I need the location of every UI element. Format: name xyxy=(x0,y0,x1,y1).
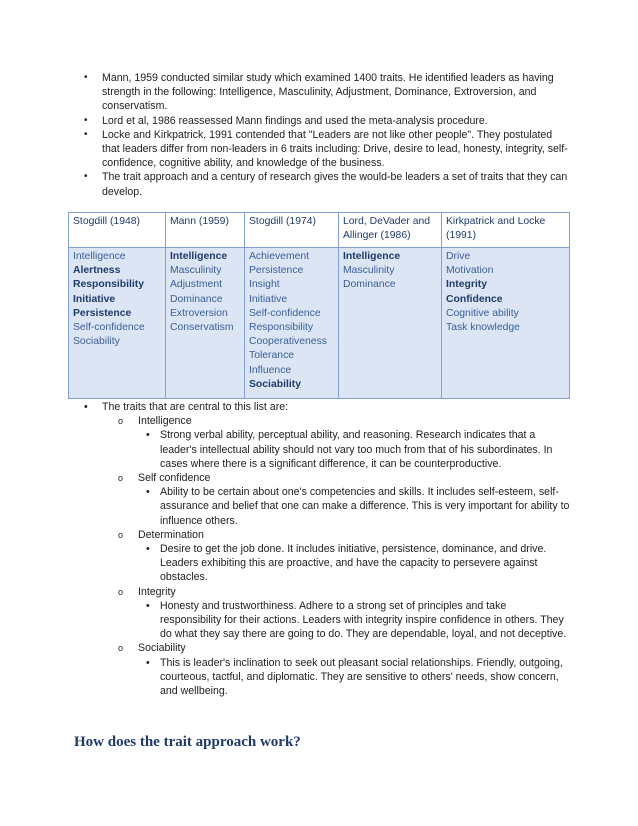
bullet-icon: • xyxy=(146,543,150,556)
trait-text: Initiative xyxy=(249,293,288,305)
trait-name: Integrity xyxy=(138,585,176,598)
table-header-cell: Mann (1959) xyxy=(166,213,245,248)
trait-text: Responsibility xyxy=(249,322,314,334)
trait-text: Self-confidence xyxy=(73,322,145,334)
bullet-text: Mann, 1959 conducted similar study which examined 1400 traits. He identified leaders as having strength in the following: Intelligence, Masculinity, Adjustment, Dominance, Extroversion, and conservatism. xyxy=(102,72,554,113)
trait-text: Alertness xyxy=(73,265,121,277)
bullet-icon: • xyxy=(146,429,150,442)
trait-text: Achievement xyxy=(249,251,310,262)
trait-text: Masculinity xyxy=(343,265,395,277)
bullet-icon: • xyxy=(146,486,150,499)
trait-description-item xyxy=(70,656,570,699)
trait-text: Tolerance xyxy=(249,350,295,362)
trait-description: Honesty and trustworthiness. Adhere to a strong set of principles and take responsibility for their actions. Leaders with integrity inspire confidence in others. They do what they say there are going to do. They are dependable, loyal, and not deceptive. xyxy=(160,599,567,641)
bullet-icon: • xyxy=(146,656,150,669)
table-header-row xyxy=(69,213,570,248)
bullet-icon: • xyxy=(84,114,88,126)
trait-text: Dominance xyxy=(343,279,396,291)
trait-text: Extroversion xyxy=(170,307,228,319)
table-row xyxy=(69,248,570,399)
trait-description-item xyxy=(70,599,570,642)
table-cell xyxy=(69,248,166,399)
table-header-cell: Kirkpatrick and Locke (1991) xyxy=(442,213,570,248)
trait-name: Self confidence xyxy=(138,472,211,485)
trait-description-item xyxy=(70,428,570,471)
trait-text: Insight xyxy=(249,279,280,291)
bullet-icon: • xyxy=(84,128,88,140)
trait-text: Masculinity xyxy=(170,265,222,277)
table-cell xyxy=(166,248,245,399)
list-item xyxy=(70,170,570,198)
trait-description: This is leader's inclination to seek out pleasant social relationships. Friendly, outgoing, courteous, tactful, and diplomatic. They are sensitive to others' needs, show concern, and wellbeing. xyxy=(160,656,563,698)
bullet-text: Locke and Kirkpatrick, 1991 contended that "Leaders are not like other people". They postulated that leaders differ from non-leaders in 6 traits including: Drive, desire to lead, honesty, integrity, self-confidence, cognitive ability, and knowledge of the business. xyxy=(102,128,568,170)
trait-text: Adjustment xyxy=(170,279,222,291)
bullet-text: Lord et al, 1986 reassessed Mann findings and used the meta-analysis procedure. xyxy=(102,114,488,127)
intro-bullet-list xyxy=(70,71,570,199)
trait-heading-item xyxy=(70,414,570,428)
trait-text: Self-confidence xyxy=(249,307,321,319)
trait-heading-item xyxy=(70,641,570,655)
trait-text: Intelligence xyxy=(170,251,228,262)
table-cell xyxy=(442,248,570,399)
trait-text: Influence xyxy=(249,364,292,376)
trait-text: Responsibility xyxy=(73,279,145,291)
trait-name: Intelligence xyxy=(138,415,192,428)
trait-description: Strong verbal ability, perceptual ability, and reasoning. Research indicates that a leader's intellectual ability should not vary too much from that of his subordinates. In cases where there is a significant difference, it can be counterproductive. xyxy=(160,429,553,470)
trait-text: Initiative xyxy=(73,293,116,305)
trait-text: Persistence xyxy=(249,265,304,277)
list-item xyxy=(70,71,570,114)
central-traits-list xyxy=(70,400,570,698)
trait-text: Sociability xyxy=(73,336,120,348)
trait-text: Drive xyxy=(446,251,471,262)
central-lead-text: The traits that are central to this list are: xyxy=(102,401,289,413)
trait-description-item xyxy=(70,485,570,528)
central-items xyxy=(70,414,570,698)
trait-text: Sociability xyxy=(249,378,301,390)
circle-bullet-icon: o xyxy=(118,416,124,427)
trait-text: Conservatism xyxy=(170,322,234,334)
table-cell xyxy=(245,248,339,399)
circle-bullet-icon: o xyxy=(118,529,124,540)
trait-description: Desire to get the job done. It includes initiative, persistence, dominance, and drive. Leaders exhibiting this are proactive, and have the capacity to persevere against obstacles. xyxy=(160,543,547,584)
table-header-cell: Stogdill (1974) xyxy=(245,213,339,248)
bullet-icon: • xyxy=(84,401,88,413)
trait-text: Task knowledge xyxy=(446,322,520,334)
trait-text: Cooperativeness xyxy=(249,336,327,348)
trait-text: Integrity xyxy=(446,279,487,291)
trait-text: Confidence xyxy=(446,293,503,305)
trait-heading-item xyxy=(70,585,570,599)
trait-text: Cognitive ability xyxy=(446,307,519,319)
bullet-icon: • xyxy=(146,599,150,612)
trait-text: Intelligence xyxy=(343,251,401,262)
trait-description-item xyxy=(70,542,570,585)
table-header-cell: Stogdill (1948) xyxy=(69,213,166,248)
bullet-icon: • xyxy=(84,171,88,183)
section-heading: How does the trait approach work? xyxy=(74,734,301,750)
circle-bullet-icon: o xyxy=(118,473,124,484)
trait-description: Ability to be certain about one's competencies and skills. It includes self-esteem, self-assurance and belief that one can make a difference. This is very important for ability to influence others. xyxy=(160,486,570,527)
table-header-cell: Lord, DeVader and Allinger (1986) xyxy=(339,213,442,248)
bullet-text: The trait approach and a century of research gives the would-be leaders a set of traits that they can develop. xyxy=(102,171,568,198)
list-item xyxy=(70,114,570,128)
list-item xyxy=(70,128,570,171)
trait-text: Motivation xyxy=(446,265,494,277)
traits-table xyxy=(68,212,570,399)
trait-heading-item xyxy=(70,471,570,485)
table-cell xyxy=(339,248,442,399)
trait-text: Dominance xyxy=(170,293,223,305)
trait-text: Intelligence xyxy=(73,251,126,262)
trait-name: Determination xyxy=(138,528,204,541)
bullet-icon: • xyxy=(84,72,88,83)
list-item xyxy=(70,400,570,414)
circle-bullet-icon: o xyxy=(118,586,124,597)
trait-text: Persistence xyxy=(73,307,132,319)
trait-heading-item xyxy=(70,528,570,542)
trait-name: Sociability xyxy=(138,642,186,655)
circle-bullet-icon: o xyxy=(118,643,124,654)
